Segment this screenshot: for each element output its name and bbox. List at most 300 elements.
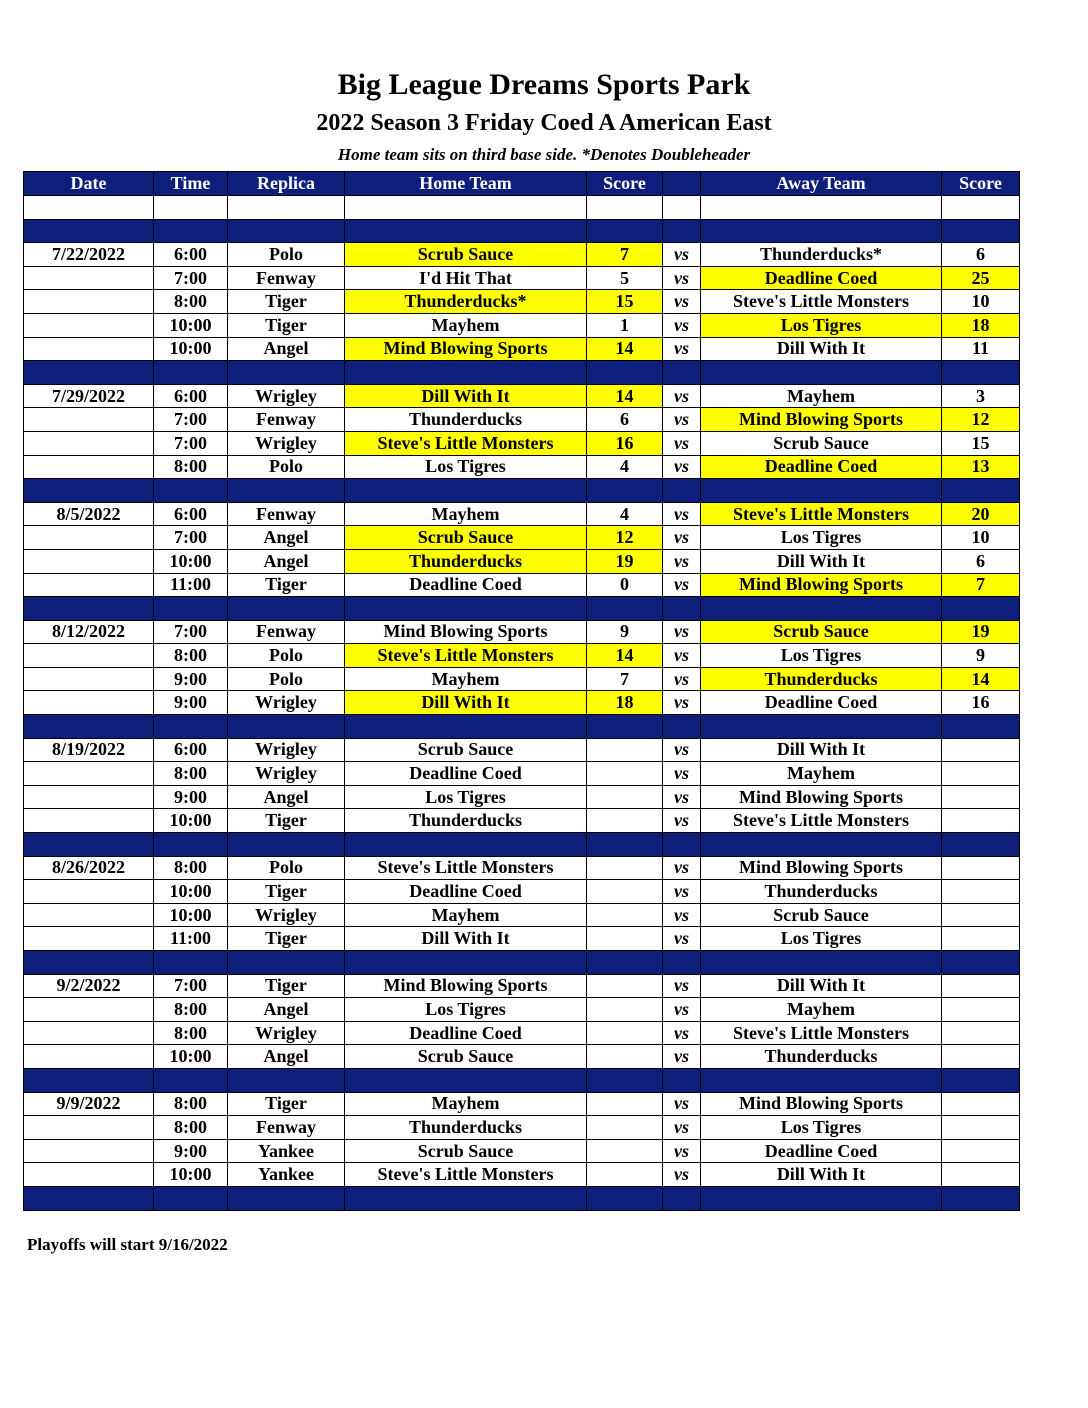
home-team: Mind Blowing Sports: [345, 337, 587, 361]
date-cell: [24, 1021, 154, 1045]
week-date: 8/26/2022: [24, 856, 154, 880]
away-score: [942, 1116, 1020, 1140]
home-team: Dill With It: [345, 384, 587, 408]
away-score: [942, 809, 1020, 833]
date-cell: [24, 903, 154, 927]
home-score: 7: [587, 667, 663, 691]
separator-row: [24, 219, 1020, 243]
vs-label: vs: [663, 974, 701, 998]
home-score: [587, 903, 663, 927]
home-score: 5: [587, 266, 663, 290]
away-score: 10: [942, 290, 1020, 314]
home-score: [587, 1021, 663, 1045]
game-row: [24, 266, 1020, 290]
away-team: Scrub Sauce: [701, 903, 942, 927]
away-score: [942, 1163, 1020, 1187]
playoffs-note: Playoffs will start 9/16/2022: [27, 1235, 228, 1254]
away-team: Mayhem: [701, 998, 942, 1022]
col-header-away-team: Away Team: [701, 172, 942, 196]
away-team: Deadline Coed: [701, 1139, 942, 1163]
game-row: [24, 1116, 1020, 1140]
date-cell: [24, 1163, 154, 1187]
away-score: 18: [942, 313, 1020, 337]
game-replica: Wrigley: [228, 738, 345, 762]
game-replica: Tiger: [228, 1092, 345, 1116]
game-row: [24, 243, 1020, 267]
home-score: 14: [587, 644, 663, 668]
vs-label: vs: [663, 313, 701, 337]
game-row: [24, 762, 1020, 786]
away-team: Los Tigres: [701, 1116, 942, 1140]
date-cell: [24, 1139, 154, 1163]
game-replica: Fenway: [228, 620, 345, 644]
game-replica: Yankee: [228, 1139, 345, 1163]
game-replica: Fenway: [228, 266, 345, 290]
game-time: 10:00: [154, 1045, 228, 1069]
game-time: 8:00: [154, 455, 228, 479]
game-row: [24, 998, 1020, 1022]
vs-label: vs: [663, 408, 701, 432]
away-team: Mind Blowing Sports: [701, 785, 942, 809]
game-time: 8:00: [154, 856, 228, 880]
vs-label: vs: [663, 1163, 701, 1187]
separator-row: [24, 361, 1020, 385]
away-score: 11: [942, 337, 1020, 361]
home-score: [587, 738, 663, 762]
vs-label: vs: [663, 1139, 701, 1163]
away-score: [942, 1021, 1020, 1045]
col-header-away-score: Score: [942, 172, 1020, 196]
vs-label: vs: [663, 573, 701, 597]
game-replica: Fenway: [228, 408, 345, 432]
game-time: 10:00: [154, 880, 228, 904]
game-time: 7:00: [154, 408, 228, 432]
page-note: Home team sits on third base side. *Denotes Doubleheader: [337, 145, 751, 164]
vs-label: vs: [663, 856, 701, 880]
schedule-table: [23, 171, 1020, 1211]
separator-row: [24, 715, 1020, 739]
schedule-header: [24, 172, 1020, 196]
away-team: Mind Blowing Sports: [701, 573, 942, 597]
date-cell: [24, 408, 154, 432]
game-row: [24, 785, 1020, 809]
date-cell: [24, 691, 154, 715]
vs-label: vs: [663, 809, 701, 833]
away-score: [942, 880, 1020, 904]
away-team: Mayhem: [701, 384, 942, 408]
away-score: 3: [942, 384, 1020, 408]
game-time: 8:00: [154, 290, 228, 314]
home-team: Thunderducks: [345, 408, 587, 432]
vs-label: vs: [663, 455, 701, 479]
away-team: Los Tigres: [701, 313, 942, 337]
page-subtitle: 2022 Season 3 Friday Coed A American East: [316, 110, 772, 136]
away-team: Mind Blowing Sports: [701, 1092, 942, 1116]
game-row: [24, 1139, 1020, 1163]
away-team: Scrub Sauce: [701, 620, 942, 644]
home-team: Dill With It: [345, 927, 587, 951]
game-time: 6:00: [154, 384, 228, 408]
home-team: Scrub Sauce: [345, 1045, 587, 1069]
home-team: Mayhem: [345, 502, 587, 526]
col-header-vs: [663, 172, 701, 196]
home-team: Thunderducks*: [345, 290, 587, 314]
game-row: [24, 974, 1020, 998]
away-team: Steve's Little Monsters: [701, 502, 942, 526]
game-row: [24, 526, 1020, 550]
home-team: Mind Blowing Sports: [345, 974, 587, 998]
week-date: 8/19/2022: [24, 738, 154, 762]
game-row: [24, 290, 1020, 314]
away-score: 16: [942, 691, 1020, 715]
vs-label: vs: [663, 1021, 701, 1045]
date-cell: [24, 880, 154, 904]
game-replica: Tiger: [228, 974, 345, 998]
col-header-date: Date: [24, 172, 154, 196]
home-team: Mind Blowing Sports: [345, 620, 587, 644]
game-time: 9:00: [154, 691, 228, 715]
game-replica: Yankee: [228, 1163, 345, 1187]
vs-label: vs: [663, 526, 701, 550]
vs-label: vs: [663, 337, 701, 361]
game-time: 7:00: [154, 526, 228, 550]
vs-label: vs: [663, 644, 701, 668]
game-replica: Wrigley: [228, 1021, 345, 1045]
away-score: 15: [942, 431, 1020, 455]
away-team: Thunderducks: [701, 880, 942, 904]
home-team: Steve's Little Monsters: [345, 644, 587, 668]
date-cell: [24, 549, 154, 573]
away-team: Thunderducks*: [701, 243, 942, 267]
vs-label: vs: [663, 549, 701, 573]
vs-label: vs: [663, 667, 701, 691]
away-team: Dill With It: [701, 337, 942, 361]
vs-label: vs: [663, 290, 701, 314]
away-team: Dill With It: [701, 738, 942, 762]
home-team: Scrub Sauce: [345, 243, 587, 267]
date-cell: [24, 998, 154, 1022]
home-team: Thunderducks: [345, 549, 587, 573]
home-score: 7: [587, 243, 663, 267]
home-team: Mayhem: [345, 903, 587, 927]
vs-label: vs: [663, 1092, 701, 1116]
away-team: Dill With It: [701, 974, 942, 998]
game-row: [24, 1045, 1020, 1069]
home-score: 12: [587, 526, 663, 550]
game-replica: Polo: [228, 455, 345, 479]
home-score: 6: [587, 408, 663, 432]
game-time: 7:00: [154, 266, 228, 290]
game-time: 11:00: [154, 573, 228, 597]
separator-row: [24, 1068, 1020, 1092]
home-team: Deadline Coed: [345, 762, 587, 786]
date-cell: [24, 290, 154, 314]
game-time: 10:00: [154, 313, 228, 337]
game-time: 7:00: [154, 620, 228, 644]
home-score: [587, 762, 663, 786]
away-score: 20: [942, 502, 1020, 526]
away-score: [942, 738, 1020, 762]
page-title: Big League Dreams Sports Park: [337, 68, 751, 101]
game-time: 9:00: [154, 667, 228, 691]
vs-label: vs: [663, 384, 701, 408]
week-date: 8/12/2022: [24, 620, 154, 644]
game-time: 8:00: [154, 644, 228, 668]
home-team: Scrub Sauce: [345, 526, 587, 550]
game-row: [24, 1092, 1020, 1116]
game-time: 10:00: [154, 337, 228, 361]
game-replica: Tiger: [228, 880, 345, 904]
game-time: 9:00: [154, 785, 228, 809]
game-replica: Angel: [228, 1045, 345, 1069]
game-row: [24, 903, 1020, 927]
home-team: Scrub Sauce: [345, 1139, 587, 1163]
home-score: [587, 1045, 663, 1069]
home-score: [587, 785, 663, 809]
home-score: [587, 998, 663, 1022]
away-team: Mind Blowing Sports: [701, 856, 942, 880]
game-time: 6:00: [154, 502, 228, 526]
home-team: Dill With It: [345, 691, 587, 715]
home-team: Mayhem: [345, 1092, 587, 1116]
game-replica: Tiger: [228, 573, 345, 597]
home-score: [587, 1092, 663, 1116]
date-cell: [24, 927, 154, 951]
home-team: Steve's Little Monsters: [345, 1163, 587, 1187]
date-cell: [24, 762, 154, 786]
week-date: 8/5/2022: [24, 502, 154, 526]
vs-label: vs: [663, 785, 701, 809]
game-replica: Wrigley: [228, 384, 345, 408]
home-score: 16: [587, 431, 663, 455]
home-score: 9: [587, 620, 663, 644]
date-cell: [24, 526, 154, 550]
away-score: [942, 1092, 1020, 1116]
home-score: 19: [587, 549, 663, 573]
game-replica: Polo: [228, 644, 345, 668]
game-replica: Polo: [228, 667, 345, 691]
date-cell: [24, 313, 154, 337]
home-score: 0: [587, 573, 663, 597]
away-team: Deadline Coed: [701, 691, 942, 715]
away-team: Los Tigres: [701, 644, 942, 668]
away-score: [942, 856, 1020, 880]
game-time: 10:00: [154, 903, 228, 927]
date-cell: [24, 809, 154, 833]
date-cell: [24, 785, 154, 809]
game-replica: Tiger: [228, 313, 345, 337]
vs-label: vs: [663, 502, 701, 526]
date-cell: [24, 667, 154, 691]
game-row: [24, 313, 1020, 337]
game-time: 10:00: [154, 809, 228, 833]
away-score: 6: [942, 243, 1020, 267]
game-time: 6:00: [154, 738, 228, 762]
date-cell: [24, 573, 154, 597]
vs-label: vs: [663, 998, 701, 1022]
game-time: 11:00: [154, 927, 228, 951]
schedule-body: [24, 196, 1020, 1211]
col-header-replica: Replica: [228, 172, 345, 196]
away-score: 9: [942, 644, 1020, 668]
away-team: Los Tigres: [701, 927, 942, 951]
game-row: [24, 856, 1020, 880]
col-header-time: Time: [154, 172, 228, 196]
vs-label: vs: [663, 243, 701, 267]
away-score: 12: [942, 408, 1020, 432]
away-team: Steve's Little Monsters: [701, 290, 942, 314]
vs-label: vs: [663, 927, 701, 951]
week-date: 7/22/2022: [24, 243, 154, 267]
game-time: 10:00: [154, 549, 228, 573]
date-cell: [24, 455, 154, 479]
game-time: 10:00: [154, 1163, 228, 1187]
game-row: [24, 573, 1020, 597]
away-team: Scrub Sauce: [701, 431, 942, 455]
game-replica: Polo: [228, 243, 345, 267]
game-replica: Wrigley: [228, 431, 345, 455]
game-time: 8:00: [154, 1021, 228, 1045]
game-row: [24, 431, 1020, 455]
away-team: Mayhem: [701, 762, 942, 786]
game-row: [24, 620, 1020, 644]
date-cell: [24, 1045, 154, 1069]
game-replica: Polo: [228, 856, 345, 880]
separator-row: [24, 479, 1020, 503]
away-score: 14: [942, 667, 1020, 691]
game-replica: Fenway: [228, 502, 345, 526]
home-score: 14: [587, 384, 663, 408]
game-time: 7:00: [154, 431, 228, 455]
vs-label: vs: [663, 762, 701, 786]
home-score: 14: [587, 337, 663, 361]
home-score: [587, 1163, 663, 1187]
game-replica: Angel: [228, 526, 345, 550]
game-time: 8:00: [154, 762, 228, 786]
game-replica: Tiger: [228, 809, 345, 833]
game-row: [24, 384, 1020, 408]
away-score: 25: [942, 266, 1020, 290]
home-team: I'd Hit That: [345, 266, 587, 290]
away-score: 19: [942, 620, 1020, 644]
game-replica: Wrigley: [228, 903, 345, 927]
away-team: Deadline Coed: [701, 266, 942, 290]
home-team: Deadline Coed: [345, 1021, 587, 1045]
separator-row: [24, 833, 1020, 857]
week-date: 9/9/2022: [24, 1092, 154, 1116]
away-team: Dill With It: [701, 1163, 942, 1187]
game-row: [24, 738, 1020, 762]
game-replica: Wrigley: [228, 762, 345, 786]
home-team: Scrub Sauce: [345, 738, 587, 762]
vs-label: vs: [663, 903, 701, 927]
game-row: [24, 1021, 1020, 1045]
week-date: 9/2/2022: [24, 974, 154, 998]
game-time: 7:00: [154, 974, 228, 998]
home-team: Thunderducks: [345, 1116, 587, 1140]
away-score: [942, 785, 1020, 809]
game-row: [24, 455, 1020, 479]
away-score: [942, 974, 1020, 998]
blank-row: [24, 196, 1020, 220]
game-row: [24, 1163, 1020, 1187]
game-replica: Angel: [228, 785, 345, 809]
vs-label: vs: [663, 1045, 701, 1069]
away-score: 13: [942, 455, 1020, 479]
home-score: [587, 1116, 663, 1140]
game-row: [24, 667, 1020, 691]
home-score: 18: [587, 691, 663, 715]
away-team: Dill With It: [701, 549, 942, 573]
vs-label: vs: [663, 266, 701, 290]
date-cell: [24, 431, 154, 455]
home-team: Los Tigres: [345, 998, 587, 1022]
away-team: Deadline Coed: [701, 455, 942, 479]
home-score: [587, 974, 663, 998]
away-score: 10: [942, 526, 1020, 550]
home-team: Steve's Little Monsters: [345, 431, 587, 455]
home-team: Los Tigres: [345, 785, 587, 809]
home-score: 1: [587, 313, 663, 337]
vs-label: vs: [663, 738, 701, 762]
game-replica: Fenway: [228, 1116, 345, 1140]
home-team: Mayhem: [345, 667, 587, 691]
vs-label: vs: [663, 880, 701, 904]
home-score: [587, 927, 663, 951]
home-team: Mayhem: [345, 313, 587, 337]
game-replica: Tiger: [228, 290, 345, 314]
separator-row: [24, 597, 1020, 621]
col-header-home-score: Score: [587, 172, 663, 196]
date-cell: [24, 266, 154, 290]
away-score: [942, 998, 1020, 1022]
game-row: [24, 502, 1020, 526]
home-score: [587, 856, 663, 880]
home-team: Deadline Coed: [345, 573, 587, 597]
separator-row: [24, 1186, 1020, 1210]
away-score: [942, 1045, 1020, 1069]
away-score: [942, 927, 1020, 951]
away-team: Mind Blowing Sports: [701, 408, 942, 432]
away-team: Los Tigres: [701, 526, 942, 550]
home-score: [587, 809, 663, 833]
away-team: Thunderducks: [701, 1045, 942, 1069]
vs-label: vs: [663, 691, 701, 715]
game-row: [24, 644, 1020, 668]
away-score: [942, 1139, 1020, 1163]
game-time: 8:00: [154, 998, 228, 1022]
vs-label: vs: [663, 620, 701, 644]
game-time: 8:00: [154, 1116, 228, 1140]
date-cell: [24, 1116, 154, 1140]
game-replica: Angel: [228, 549, 345, 573]
home-team: Steve's Little Monsters: [345, 856, 587, 880]
game-row: [24, 549, 1020, 573]
game-row: [24, 691, 1020, 715]
home-score: 4: [587, 502, 663, 526]
game-time: 9:00: [154, 1139, 228, 1163]
home-team: Deadline Coed: [345, 880, 587, 904]
week-date: 7/29/2022: [24, 384, 154, 408]
game-replica: Wrigley: [228, 691, 345, 715]
away-team: Steve's Little Monsters: [701, 1021, 942, 1045]
game-replica: Tiger: [228, 927, 345, 951]
date-cell: [24, 644, 154, 668]
vs-label: vs: [663, 431, 701, 455]
separator-row: [24, 951, 1020, 975]
game-row: [24, 880, 1020, 904]
away-score: [942, 903, 1020, 927]
